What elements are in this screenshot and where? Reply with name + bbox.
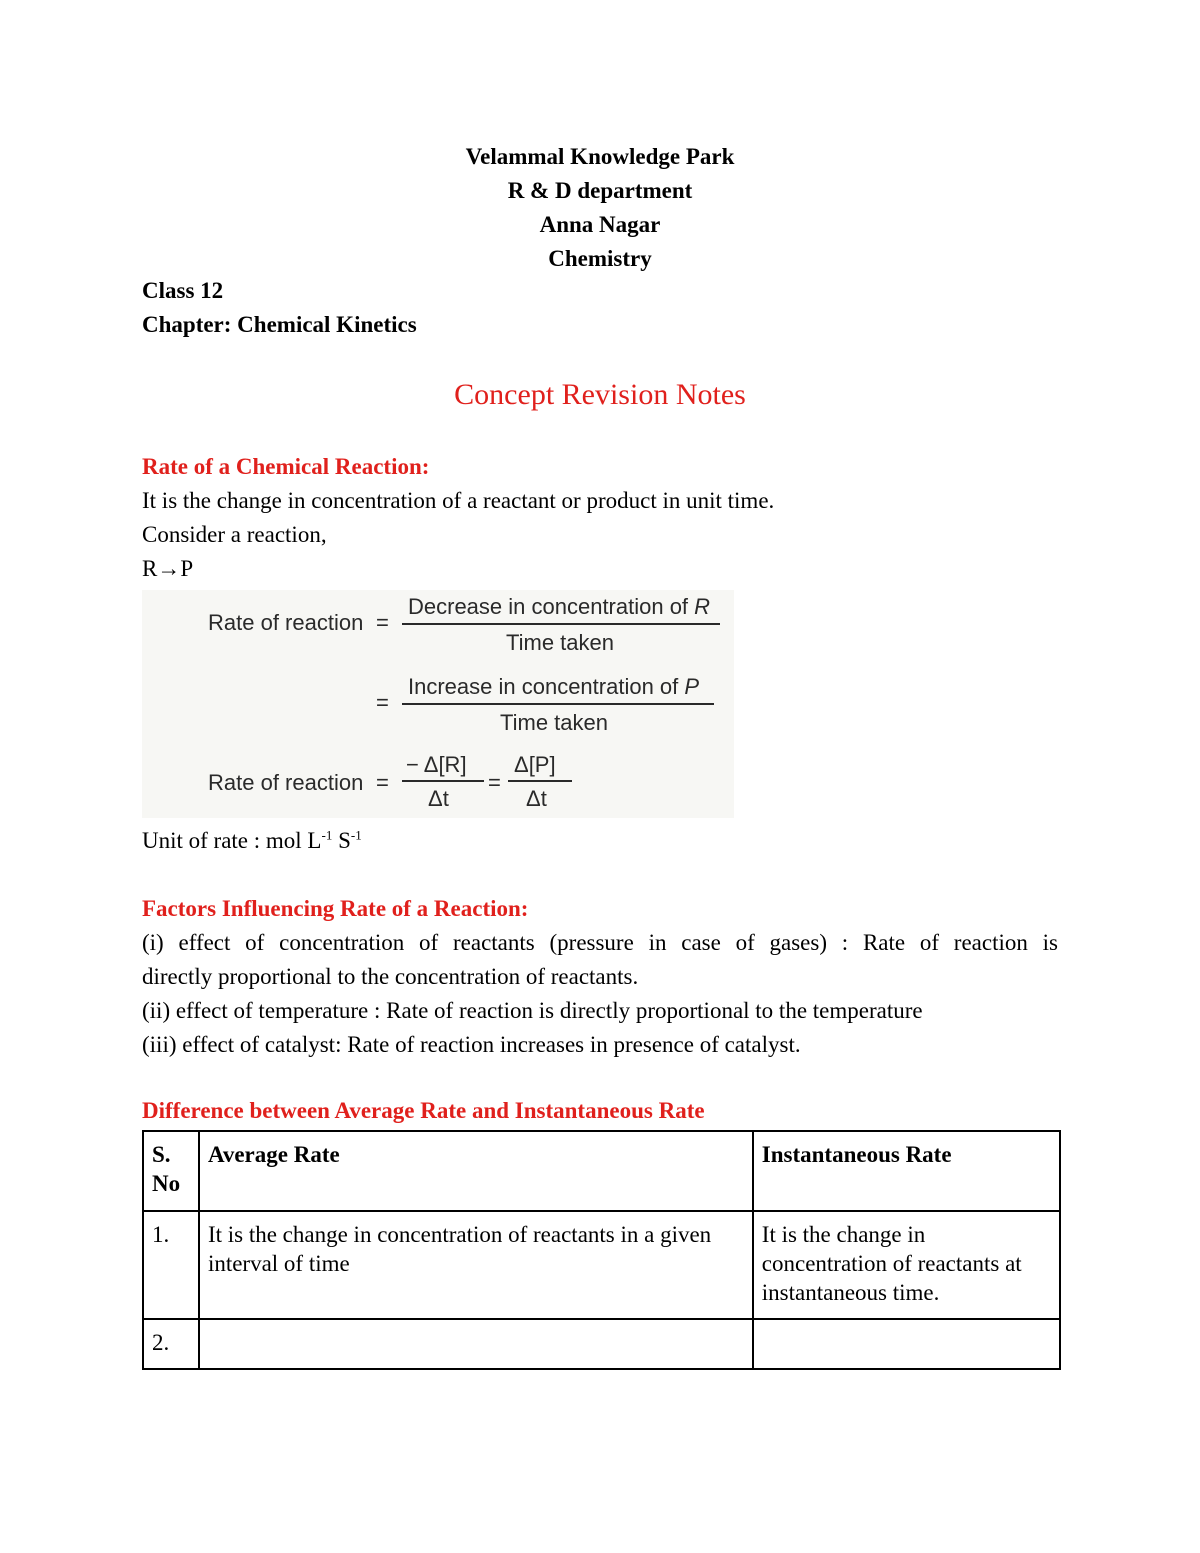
factor-3: (iii) effect of catalyst: Rate of reaction increases in presence of catalyst. bbox=[142, 1032, 801, 1057]
eq3-fraction-bar bbox=[402, 780, 484, 782]
table-cell: It is the change in concentration of reactants at instantaneous time. bbox=[753, 1211, 1060, 1319]
eq2-fraction-bar bbox=[402, 703, 714, 705]
table-cell: It is the change in concentration of reactants in a given interval of time bbox=[199, 1211, 753, 1319]
header-instantaneous-rate: Instantaneous Rate bbox=[753, 1131, 1060, 1211]
eq3-numerator: − Δ[R] bbox=[406, 752, 467, 777]
factors-heading: Factors Influencing Rate of a Reaction: bbox=[142, 896, 529, 921]
table-header-row bbox=[143, 1131, 1060, 1211]
eq3-lhs: Rate of reaction bbox=[208, 770, 364, 795]
difference-heading: Difference between Average Rate and Instantaneous Rate bbox=[142, 1098, 705, 1123]
rate-equations-figure bbox=[142, 590, 734, 818]
eq1-fraction-bar bbox=[402, 623, 720, 625]
subject-name: Chemistry bbox=[548, 246, 652, 271]
unit-of-rate: Unit of rate : mol $L^{-1}$ $S^{-1}$ bbox=[142, 827, 362, 853]
table-row bbox=[143, 1319, 1060, 1369]
eq2-equals: = bbox=[376, 690, 389, 715]
difference-table bbox=[142, 1130, 1061, 1370]
chapter-line: Chapter: Chemical Kinetics bbox=[142, 312, 417, 337]
eq4-denominator: Δt bbox=[526, 786, 547, 811]
table-cell: 1. bbox=[143, 1211, 199, 1319]
consider-text: Consider a reaction, bbox=[142, 522, 327, 547]
eq4-numerator: Δ[P] bbox=[514, 752, 556, 777]
rate-definition: It is the change in concentration of a reactant or product in unit time. bbox=[142, 488, 775, 513]
table-cell: 2. bbox=[143, 1319, 199, 1369]
eq2-numerator: Increase in concentration of P bbox=[408, 674, 700, 699]
eq1-denominator: Time taken bbox=[506, 630, 615, 655]
branch-name: Anna Nagar bbox=[539, 212, 661, 237]
eq3-equals-2: = bbox=[488, 770, 501, 795]
eq1-equals: = bbox=[376, 610, 389, 635]
eq3-equals: = bbox=[376, 770, 389, 795]
header-sno: S. No bbox=[143, 1131, 199, 1211]
page-title: Concept Revision Notes bbox=[454, 378, 746, 411]
department-name: R & D department bbox=[507, 178, 693, 203]
header-block bbox=[0, 140, 1200, 276]
reaction-text: R→P bbox=[142, 556, 194, 581]
table-cell bbox=[199, 1319, 753, 1369]
class-line: Class 12 bbox=[142, 278, 224, 303]
rate-heading: Rate of a Chemical Reaction: bbox=[142, 454, 430, 479]
table-row bbox=[143, 1211, 1060, 1319]
factor-1-line-1: (i) effect of concentration of reactants (pressure in case of gases) : Rate of reaction is bbox=[142, 930, 1058, 955]
eq3-denominator: Δt bbox=[428, 786, 449, 811]
factor-1-line-2: directly proportional to the concentration of reactants. bbox=[142, 964, 639, 989]
school-name: Velammal Knowledge Park bbox=[465, 144, 735, 169]
header-average-rate: Average Rate bbox=[199, 1131, 753, 1211]
eq1-lhs: Rate of reaction bbox=[208, 610, 364, 635]
factor-2: (ii) effect of temperature : Rate of reaction is directly proportional to the temperature bbox=[142, 998, 923, 1023]
eq2-denominator: Time taken bbox=[500, 710, 609, 735]
eq1-numerator: Decrease in concentration of R bbox=[408, 594, 711, 619]
eq4-fraction-bar bbox=[508, 780, 572, 782]
table-cell bbox=[753, 1319, 1060, 1369]
